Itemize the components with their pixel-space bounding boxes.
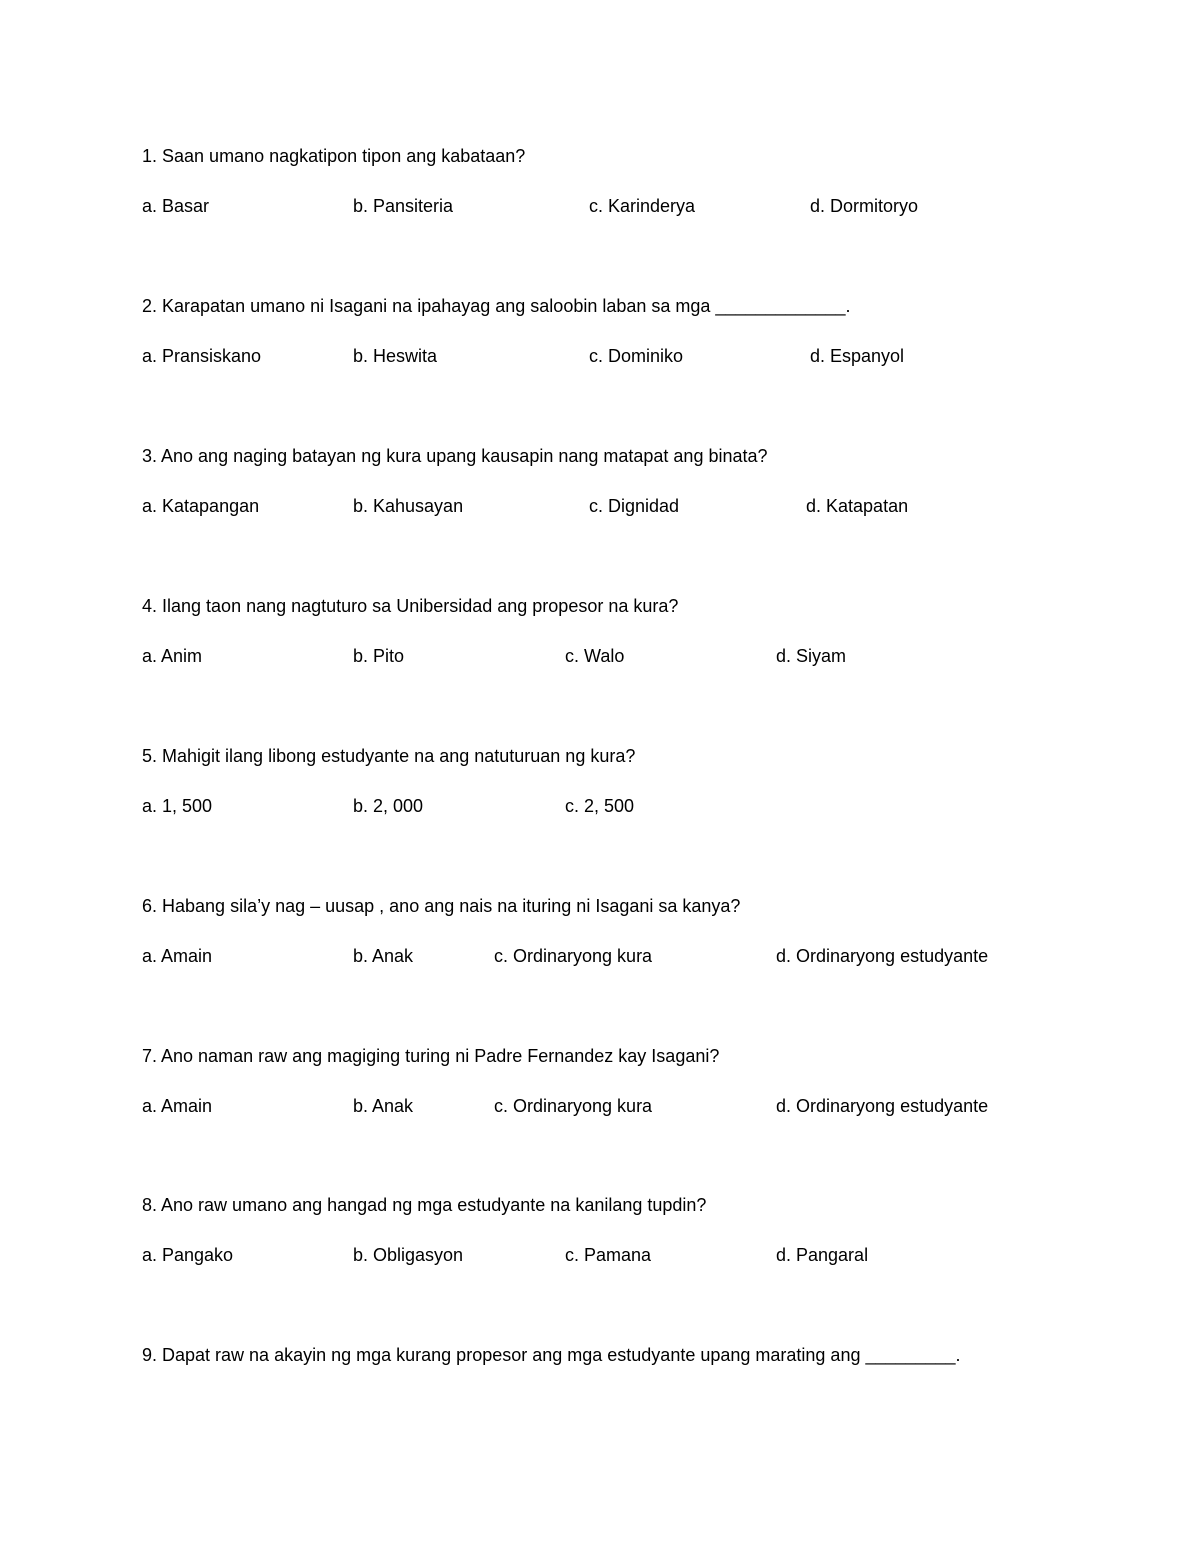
question-9 — [142, 1344, 961, 1366]
question-1-options — [0, 195, 1200, 217]
question-6-text: 6. Habang sila’y nag – uusap , ano ang nais na ituring ni Isagani sa kanya? — [142, 896, 741, 916]
question-2-text: 2. Karapatan umano ni Isagani na ipahayag ang saloobin laban sa mga _____________. — [142, 296, 851, 316]
question-8 — [142, 1194, 706, 1216]
option-b: b. Heswita — [353, 346, 438, 366]
question-5-options — [0, 795, 1200, 817]
question-3 — [142, 445, 768, 467]
option-a: a. 1, 500 — [142, 796, 213, 816]
question-2 — [142, 295, 851, 317]
question-5-text: 5. Mahigit ilang libong estudyante na ang natuturuan ng kura? — [142, 746, 636, 766]
question-7-text: 7. Ano naman raw ang magiging turing ni Padre Fernandez kay Isagani? — [142, 1046, 720, 1066]
option-c: c. Ordinaryong kura — [494, 1096, 653, 1116]
option-d: d. Katapatan — [806, 496, 909, 516]
question-3-text: 3. Ano ang naging batayan ng kura upang kausapin nang matapat ang binata? — [142, 446, 768, 466]
option-b: b. Anak — [353, 1096, 414, 1116]
option-d: d. Ordinaryong estudyante — [776, 946, 989, 966]
option-a: a. Pangako — [142, 1245, 234, 1265]
question-7-options — [0, 1095, 1200, 1117]
option-c: c. Pamana — [565, 1245, 652, 1265]
option-b: b. Anak — [353, 946, 414, 966]
question-3-options — [0, 495, 1200, 517]
question-8-text: 8. Ano raw umano ang hangad ng mga estudyante na kanilang tupdin? — [142, 1195, 707, 1215]
option-d: d. Pangaral — [776, 1245, 869, 1265]
option-b: b. Kahusayan — [353, 496, 464, 516]
option-d: d. Dormitoryo — [810, 196, 919, 216]
question-6-options — [0, 945, 1200, 967]
option-c: c. Dominiko — [589, 346, 684, 366]
option-d: d. Ordinaryong estudyante — [776, 1096, 989, 1116]
question-9-text: 9. Dapat raw na akayin ng mga kurang propesor ang mga estudyante upang marating ang _________. — [142, 1345, 961, 1365]
option-b: b. 2, 000 — [353, 796, 424, 816]
option-d: d. Siyam — [776, 646, 847, 666]
option-b: b. Pito — [353, 646, 405, 666]
option-a: a. Basar — [142, 196, 210, 216]
question-4-options — [0, 645, 1200, 667]
option-a: a. Anim — [142, 646, 203, 666]
question-1-text: 1. Saan umano nagkatipon tipon ang kabataan? — [142, 146, 526, 166]
option-a: a. Katapangan — [142, 496, 260, 516]
question-2-options — [0, 345, 1200, 367]
option-c: c. Ordinaryong kura — [494, 946, 653, 966]
option-a: a. Amain — [142, 1096, 213, 1116]
option-b: b. Pansiteria — [353, 196, 454, 216]
option-a: a. Pransiskano — [142, 346, 262, 366]
question-4-text: 4. Ilang taon nang nagtuturo sa Unibersidad ang propesor na kura? — [142, 596, 679, 616]
question-6 — [142, 895, 740, 917]
question-1 — [142, 145, 525, 167]
question-5 — [142, 745, 635, 767]
option-c: c. Walo — [565, 646, 625, 666]
option-b: b. Obligasyon — [353, 1245, 464, 1265]
option-a: a. Amain — [142, 946, 213, 966]
option-d: d. Espanyol — [810, 346, 905, 366]
option-c: c. Dignidad — [589, 496, 680, 516]
question-8-options — [0, 1244, 1200, 1266]
question-7 — [142, 1045, 719, 1067]
option-c: c. 2, 500 — [565, 796, 635, 816]
option-c: c. Karinderya — [589, 196, 696, 216]
question-4 — [142, 595, 678, 617]
